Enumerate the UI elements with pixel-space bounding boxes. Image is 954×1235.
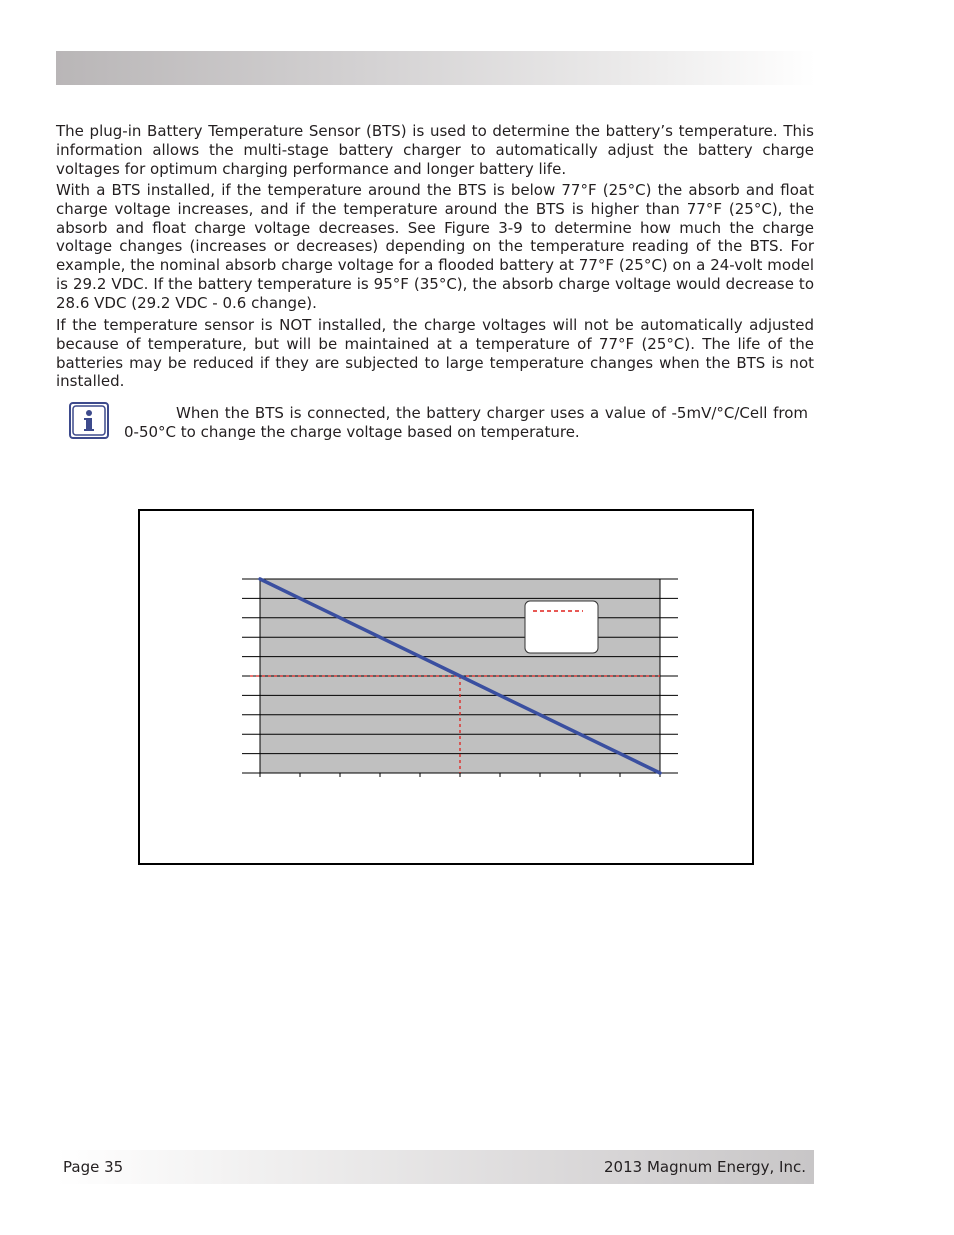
paragraph-bts-installed: With a BTS installed, if the temperature around the BTS is below 77°F (25°C) the absorb and float charge voltage increases, and if the temperature around the BTS is higher than 77°F (25°C), the absorb and float charge voltage decreases. See Figure 3-9 to determine how much the charge voltage changes (increases or decreases) depending on the temperature reading of the BTS. For example, the nominal absorb charge voltage for a flooded battery at 77°F (25°C) on a 24-volt model is 29.2 VDC. If the battery temperature is 95°F (35°C), the absorb charge voltage would decrease to 28.6 VDC (29.2 VDC - 0.6 change). [56,181,814,312]
legend-box [525,601,598,653]
page-number: Page 35 [63,1158,124,1176]
paragraph-bts-intro: The plug-in Battery Temperature Sensor (BTS) is used to determine the battery’s temperature. This information allows the multi-stage battery charger to automatically adjust the battery charge voltages for optimum charging performance and longer battery life. [56,122,814,178]
paragraph-bts-not-installed: If the temperature sensor is NOT installed, the charge voltages will not be automatically adjusted because of temperature, but will be maintained at a temperature of 77°F (25°C). The life of the batteries may be reduced if they are subjected to large temperature changes when the BTS is not installed. [56,316,814,391]
footer-copyright: 2013 Magnum Energy, Inc. [604,1158,806,1176]
header-bar [56,51,816,85]
temperature-compensation-chart [140,511,756,867]
info-note: When the BTS is connected, the battery charger uses a value of -5mV/°C/Cell from 0-50°C to change the charge voltage based on temperature. [124,404,808,441]
info-icon [69,402,109,439]
chart-frame [138,509,754,865]
